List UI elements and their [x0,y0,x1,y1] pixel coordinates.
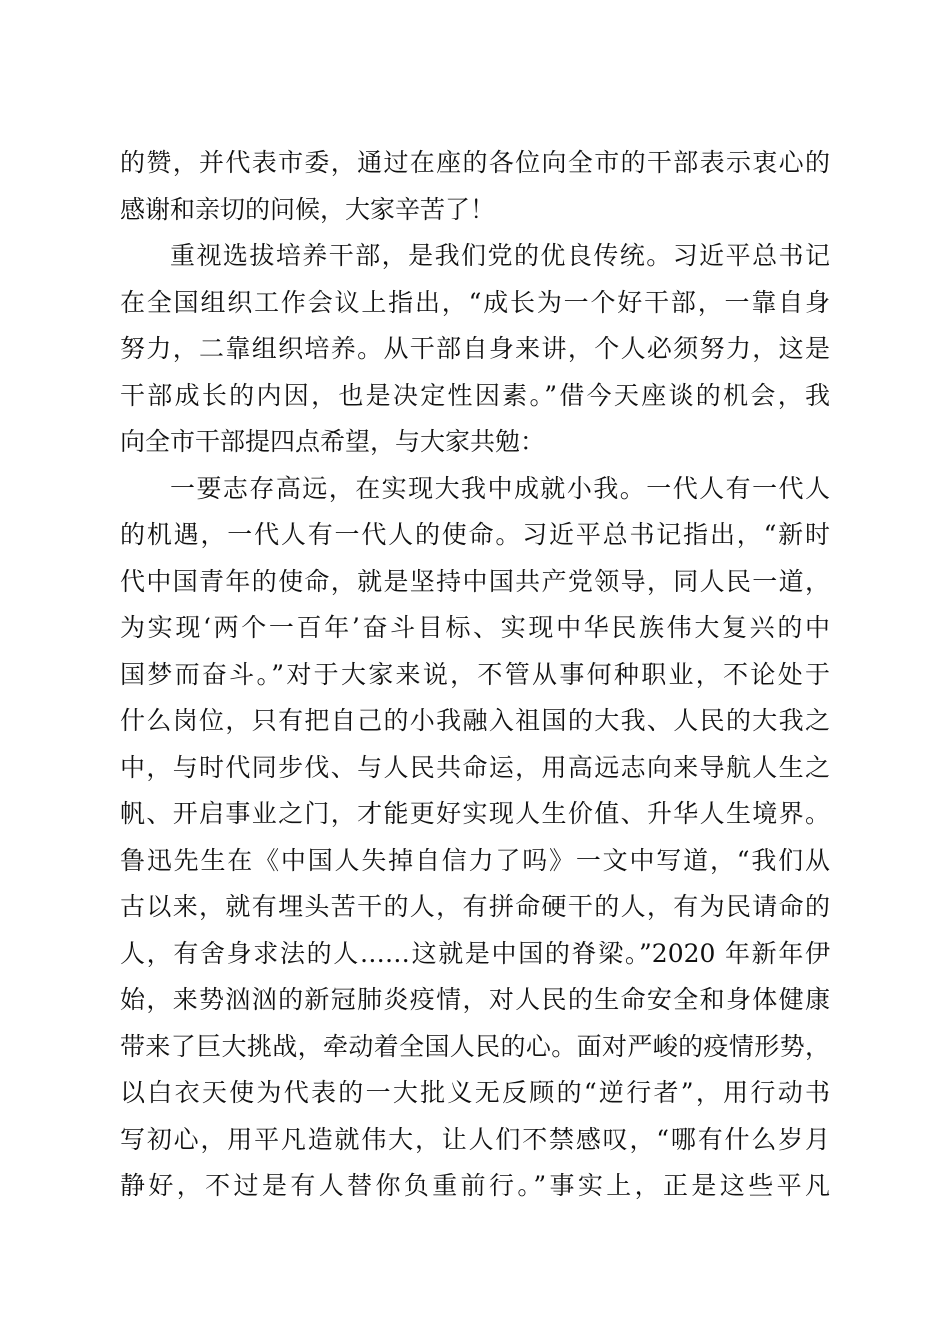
text-line: 人，有舍身求法的人……这就是中国的脊梁。”2020 年新年伊 [120,938,830,968]
text-line: 古以来，就有埋头苦干的人，有拼命硬干的人，有为民请命的 [120,892,830,921]
text-line: 努力，二靠组织培养。从干部自身来讲，个人必须努力，这是 [120,334,830,363]
text-line: 鲁迅先生在《中国人失掉自信力了吗》一文中写道，“我们从 [120,845,830,875]
text-line: 国梦而奋斗。”对于大家来说，不管从事何种职业，不论处于 [120,659,830,689]
text-line: 什么岗位，只有把自己的小我融入祖国的大我、人民的大我之 [120,706,830,735]
text-line: 干部成长的内因，也是决定性因素。”借今天座谈的机会，我 [120,380,830,410]
text-line: 重视选拔培养干部，是我们党的优良传统。习近平总书记 [170,241,830,270]
text-line: 帆、开启事业之门，才能更好实现人生价值、升华人生境界。 [120,799,830,828]
text-line: 向全市干部提四点希望，与大家共勉： [120,427,546,456]
document-body [120,140,830,1210]
text-line: 写初心，用平凡造就伟大，让人们不禁感叹，“哪有什么岁月 [120,1124,830,1154]
text-line: 中，与时代同步伐、与人民共命运，用高远志向来导航人生之 [120,752,830,782]
text-line: 带来了巨大挑战，牵动着全国人民的心。面对严峻的疫情形势， [120,1031,830,1061]
text-line: 静好，不过是有人替你负重前行。”事实上，正是这些平凡 [120,1171,830,1200]
text-line: 以白衣天使为代表的一大批义无反顾的“逆行者”，用行动书 [120,1078,830,1107]
text-line: 感谢和亲切的问候，大家辛苦了！ [120,194,496,224]
text-line: 的机遇，一代人有一代人的使命。习近平总书记指出，“新时 [120,520,830,549]
text-line: 为实现‘两个一百年’奋斗目标、实现中华民族伟大复兴的中 [120,613,830,642]
text-line: 一要志存高远，在实现大我中成就小我。一代人有一代人 [170,473,830,503]
text-line: 的赞，并代表市委，通过在座的各位向全市的干部表示衷心的 [120,148,830,177]
text-line: 始，来势汹汹的新冠肺炎疫情，对人民的生命安全和身体健康 [120,985,830,1014]
text-line: 在全国组织工作会议上指出，“成长为一个好干部，一靠自身 [120,287,830,317]
text-line: 代中国青年的使命，就是坚持中国共产党领导，同人民一道， [120,566,830,596]
